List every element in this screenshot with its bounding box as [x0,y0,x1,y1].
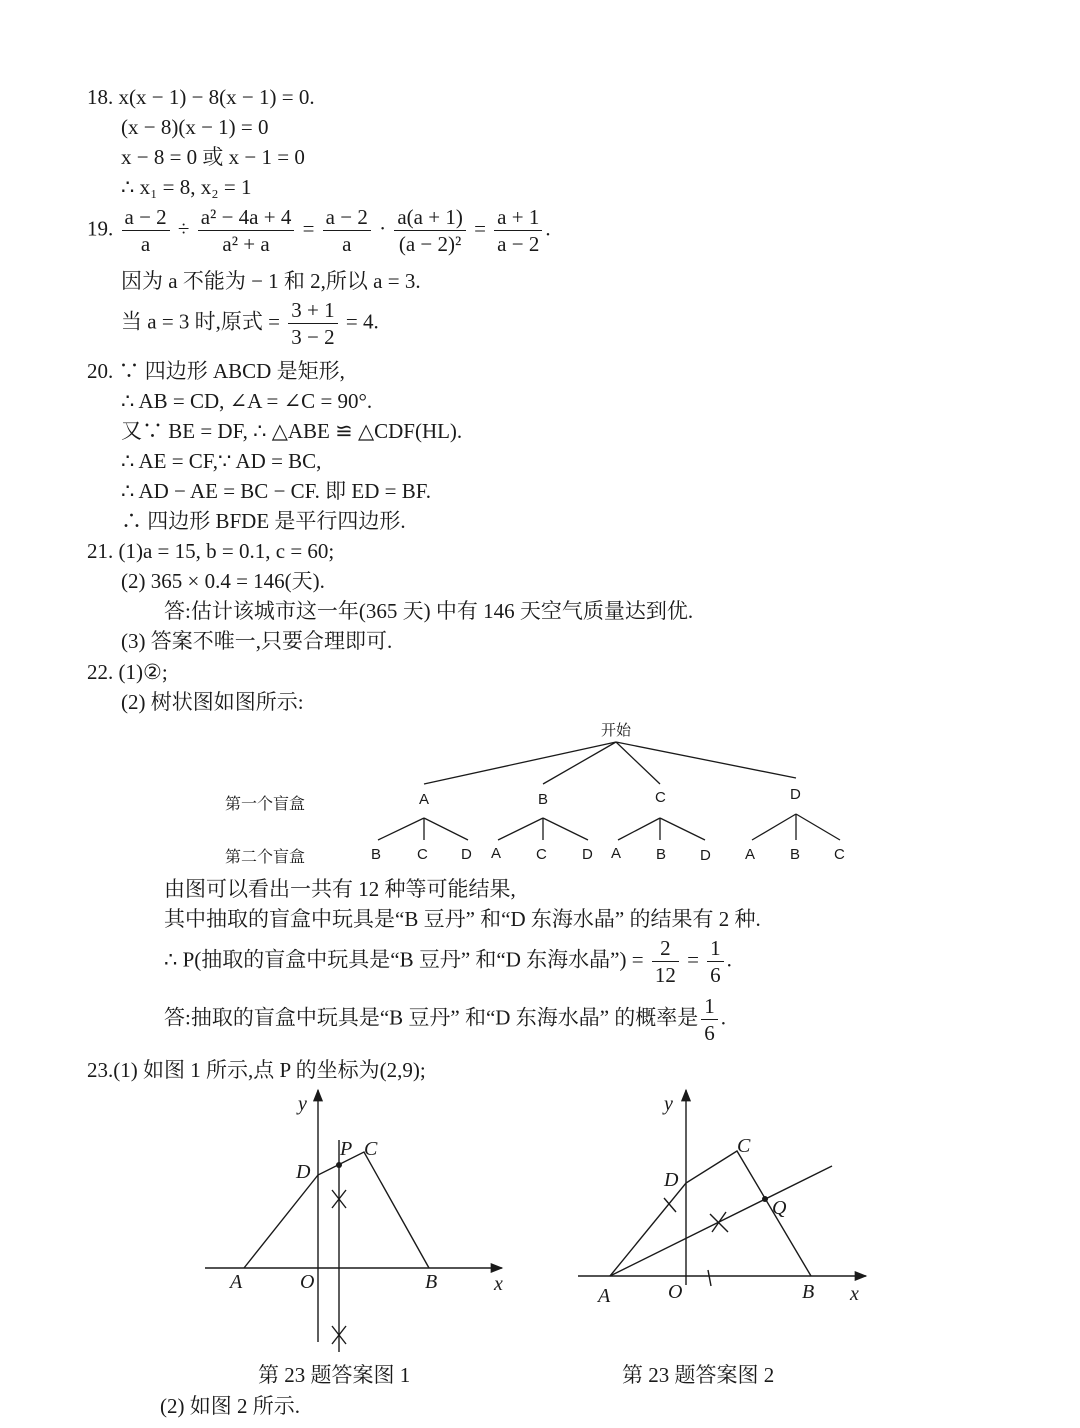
label-d: D [664,1169,679,1191]
tree-leaf: A [491,845,502,862]
fraction: $\frac{1}{6}$ [701,994,718,1045]
tree-row1-label: 第一个盲盒 [225,796,306,813]
label-a: A [598,1285,611,1307]
label-d: D [296,1161,311,1183]
q19-equation: 19. $\frac{a - 2}{a}$ ÷ $\frac{\text{a² − 4a + 4}}{\text{a² + a}}$ = $\frac{a - 2}{a}$ · $\frac{a(a + 1)}{\text{(a − 2)²}}$ = $\frac{a + 1}{a - 2}$ . [87,205,551,256]
q22-line-4: 其中抽取的盲盒中玩具是“B 豆丹” 和“D 东海水晶” 的结果有 2 种. [164,907,761,931]
q21-line-3: 答:估计该城市这一年(365 天) 中有 146 天空气质量达到优. [164,599,694,623]
tree-leaf: C [417,846,428,863]
tree-leaf: A [745,846,756,863]
q22-line-1: 22. (1)②; [87,660,168,684]
y-axis-label: y [298,1093,307,1115]
q23-line-1: 23.(1) 如图 1 所示,点 P 的坐标为(2,9); [87,1058,426,1082]
label-c: C [364,1138,378,1160]
q20-line-3: 又∵ BE = DF, ∴ △ABE ≌ △CDF(HL). [121,419,463,443]
fraction: $\frac{1}{6}$ [707,936,724,987]
tree-node: B [538,791,549,808]
q22-line-6: 答:抽取的盲盒中玩具是“B 豆丹” 和“D 东海水晶” 的概率是 $\frac{1}{6}$ . [164,994,727,1045]
y-axis-label: y [664,1093,673,1115]
q20-line-1: 20. ∵ 四边形 ABCD 是矩形, [87,359,345,383]
q18-line-4: ∴ x₁ = 8, x₂ = 1 [121,175,252,199]
q23-line-2: (2) 如图 2 所示. [160,1394,300,1418]
q18-line-3: x − 8 = 0 或 x − 1 = 0 [121,145,305,169]
q21-line-2: (2) 365 × 0.4 = 146(天). [121,569,325,593]
tree-node: D [790,786,801,803]
q20-line-4: ∴ AE = CF,∵ AD = BC, [121,449,322,473]
tree-root: 开始 [601,722,632,739]
label-q: Q [772,1197,787,1219]
label-o: O [300,1271,315,1293]
fraction: $\frac{a - 2}{a}$ [122,205,170,256]
tree-leaf: B [371,846,382,863]
q18-line-2: (x − 8)(x − 1) = 0 [121,115,269,139]
q18-line-1: 18. x(x − 1) − 8(x − 1) = 0. [87,85,315,109]
label-c: C [737,1135,751,1157]
fraction: $\frac{3 + 1}{3 - 2}$ [288,298,337,349]
tree-leaf: C [834,846,845,863]
label-b: B [425,1271,438,1293]
tree-leaf: B [656,846,667,863]
fraction: $\frac{2}{12}$ [652,936,679,987]
label-b: B [802,1281,815,1303]
q20-line-2: ∴ AB = CD, ∠A = ∠C = 90°. [121,389,373,413]
tree-node: C [655,789,666,806]
figure-2-caption: 第 23 题答案图 2 [622,1363,775,1387]
label-a: A [230,1271,243,1293]
fraction: $\frac{a + 1}{a - 2}$ [494,205,542,256]
tree-row2-label: 第二个盲盒 [225,849,306,866]
fraction: $\frac{a(a + 1)}{\text{(a − 2)²}}$ [394,205,465,256]
tree-leaf: B [790,846,801,863]
x-axis-label: x [494,1273,503,1295]
label-p: P [340,1138,353,1160]
q21-line-4: (3) 答案不唯一,只要合理即可. [121,629,393,653]
figure-1-caption: 第 23 题答案图 1 [258,1363,411,1387]
point-q [762,1196,768,1202]
q22-line-3: 由图可以看出一共有 12 种等可能结果, [164,877,516,901]
tree-leaf: D [582,846,593,863]
q20-line-5: ∴ AD − AE = BC − CF. 即 ED = BF. [121,479,432,503]
tree-leaf: C [536,846,547,863]
q20-line-6: ∴ 四边形 BFDE 是平行四边形. [121,509,406,533]
q21-line-1: 21. (1)a = 15, b = 0.1, c = 60; [87,539,335,563]
q19-line-3: 当 a = 3 时,原式 = $\frac{3 + 1}{3 - 2}$ = 4. [121,298,379,349]
fraction: $\frac{\text{a² − 4a + 4}}{\text{a² + a}}$ [198,205,295,256]
angle-bisector [610,1166,832,1276]
tree-leaf: D [461,846,472,863]
tree-node: A [419,791,430,808]
label-o: O [668,1281,683,1303]
q19-line-2: 因为 a 不能为 − 1 和 2,所以 a = 3. [121,269,421,293]
fraction: $\frac{a - 2}{a}$ [323,205,371,256]
q22-line-2: (2) 树状图如图所示: [121,690,304,714]
x-axis-label: x [850,1283,859,1305]
q22-line-5: ∴ P(抽取的盲盒中玩具是“B 豆丹” 和“D 东海水晶”) = $\frac{2}{12}$ = $\frac{1}{6}$ . [164,936,732,987]
q19-number: 19. [87,216,114,241]
tree-leaf: D [700,847,711,864]
tree-leaf: A [611,845,622,862]
